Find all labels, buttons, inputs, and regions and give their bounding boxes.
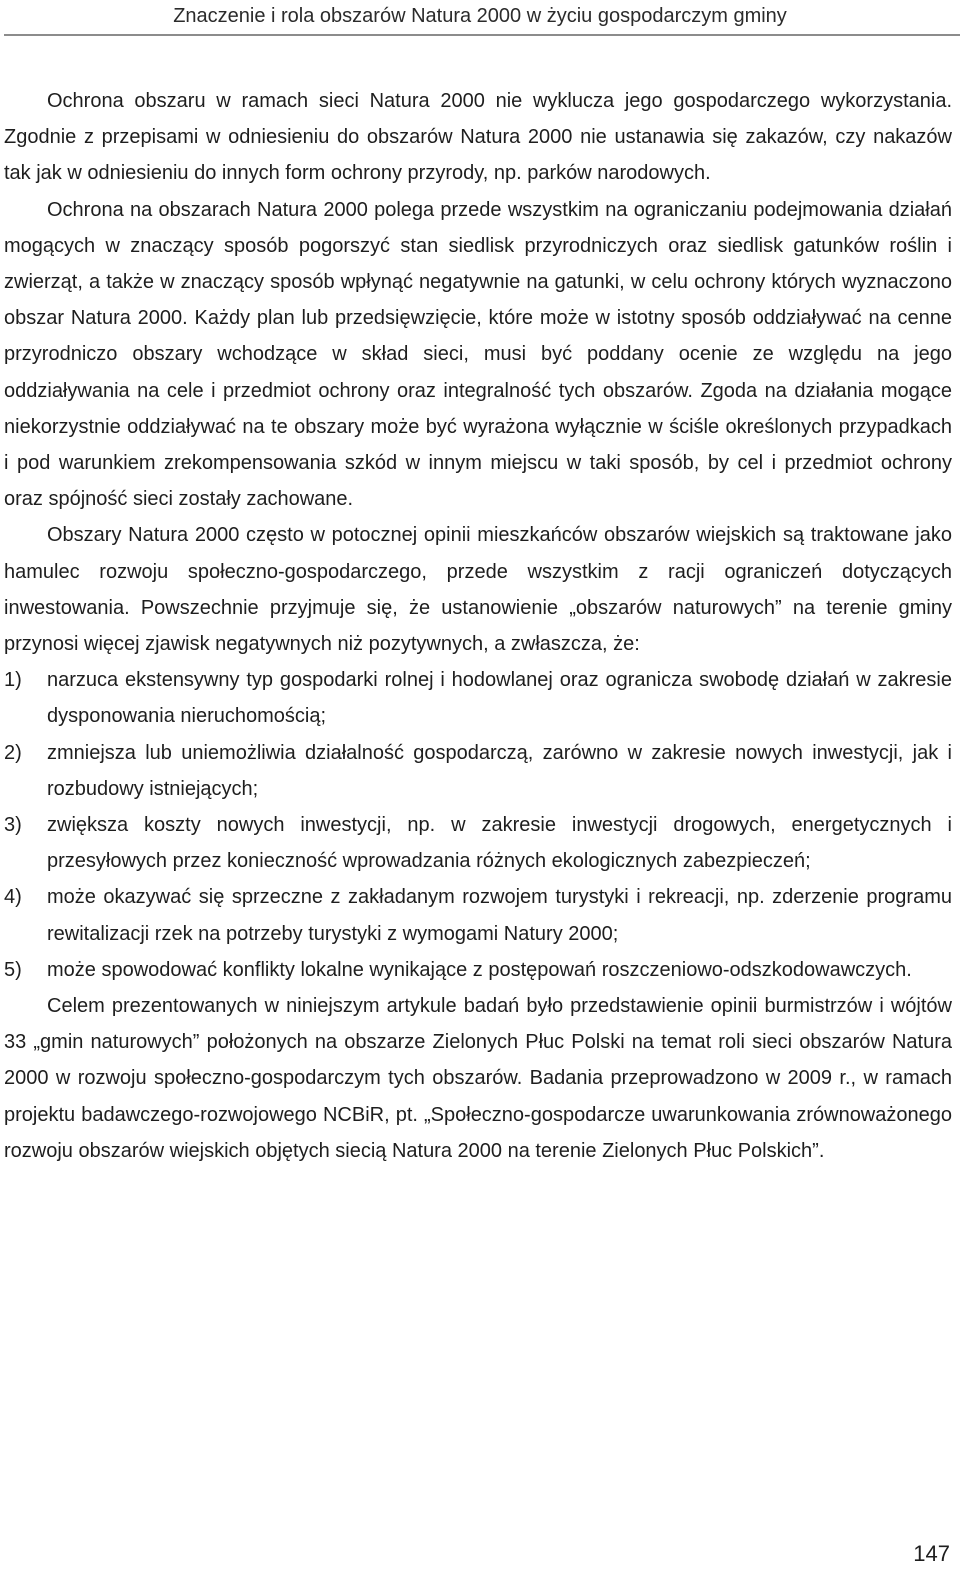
- paragraph-2: Ochrona na obszarach Natura 2000 polega przede wszystkim na ograniczaniu podejmowania działań mogących w znaczący sposób pogorszyć stan siedlisk przyrodniczych oraz siedlisk gatunków roślin i zwierząt, a także w znaczący sposób wpłynąć negatywnie na gatunki, w celu ochrony których wyznaczono obszar Natura 2000. Każdy plan lub przedsięwzięcie, które może w istotny sposób oddziaływać na cenne przyrodniczo obszary wchodzące w skład sieci, musi być poddany ocenie ze względu na jego oddziaływania na cele i przedmiot ochrony oraz integralność tych obszarów. Zgoda na działania mogące niekorzystnie oddziaływać na te obszary może być wyrażona wyłącznie w ściśle określonych przypadkach i pod warunkiem zrekompensowania szkód w innym miejscu w taki sposób, by cel i przedmiot ochrony oraz spójność sieci zostały zachowane.: [4, 198, 952, 511]
- list-item: [4, 662, 952, 734]
- list-item-text: zmniejsza lub uniemożliwia działalność gospodarczą, zarówno w zakresie nowych inwestycji, jak i rozbudowy istniejących;: [47, 741, 952, 800]
- list-item: [4, 879, 952, 951]
- list-item-number: 4): [4, 886, 22, 909]
- list-item-number: 5): [4, 958, 22, 981]
- numbered-list: [4, 662, 952, 988]
- list-item-text: może okazywać się sprzeczne z zakładanym rozwojem turystyki i rekreacji, np. zderzenie programu rewitalizacji rzek na potrzeby turystyki z wymogami Natury 2000;: [47, 886, 952, 945]
- list-item-number: 3): [4, 814, 22, 837]
- list-item: [4, 735, 952, 807]
- header-rule: [4, 34, 960, 36]
- list-item: [4, 807, 952, 879]
- list-item-text: zwiększa koszty nowych inwestycji, np. w zakresie inwestycji drogowych, energetycznych i przesyłowych przez konieczność wprowadzania różnych ekologicznych zabezpieczeń;: [47, 814, 952, 873]
- paragraph-3: Obszary Natura 2000 często w potocznej opinii mieszkańców obszarów wiejskich są traktowane jako hamulec rozwoju społeczno-gospodarczego, przede wszystkim z racji ograniczeń dotyczących inwestowania. Powszechnie przyjmuje się, że ustanowienie „obszarów naturowych” na terenie gminy przynosi więcej zjawisk negatywnych niż pozytywnych, a zwłaszcza, że:: [4, 524, 952, 656]
- list-item: [4, 952, 952, 988]
- article-body: [4, 83, 952, 1169]
- list-item-text: może spowodować konflikty lokalne wynikające z postępowań roszczeniowo-odszkodowawczych.: [47, 958, 912, 981]
- list-item-text: narzuca ekstensywny typ gospodarki rolnej i hodowlanej oraz ogranicza swobodę działań w zakresie dysponowania nieruchomością;: [47, 669, 952, 728]
- running-header: [0, 0, 960, 36]
- paragraph-4: Celem prezentowanych w niniejszym artykule badań było przedstawienie opinii burmistrzów i wójtów 33 „gmin naturowych” położonych na obszarze Zielonych Płuc Polski na temat roli sieci obszarów Natura 2000 w rozwoju społeczno-gospodarczym tych obszarów. Badania przeprowadzono w 2009 r., w ramach projektu badawczego-rozwojowego NCBiR, pt. „Społeczno-gospodarcze uwarunkowania zrównoważonego rozwoju obszarów wiejskich objętych siecią Natura 2000 na terenie Zielonych Płuc Polskich”.: [4, 995, 952, 1162]
- list-item-number: 2): [4, 741, 22, 764]
- paragraph-1: Ochrona obszaru w ramach sieci Natura 2000 nie wyklucza jego gospodarczego wykorzystania. Zgodnie z przepisami w odniesieniu do obszarów Natura 2000 nie ustanawia się zakazów, czy nakazów tak jak w odniesieniu do innych form ochrony przyrody, np. parków narodowych.: [4, 90, 952, 185]
- list-item-number: 1): [4, 669, 22, 692]
- running-header-title: Znaczenie i rola obszarów Natura 2000 w życiu gospodarczym gminy: [173, 5, 787, 27]
- page-number: 147: [913, 1541, 950, 1566]
